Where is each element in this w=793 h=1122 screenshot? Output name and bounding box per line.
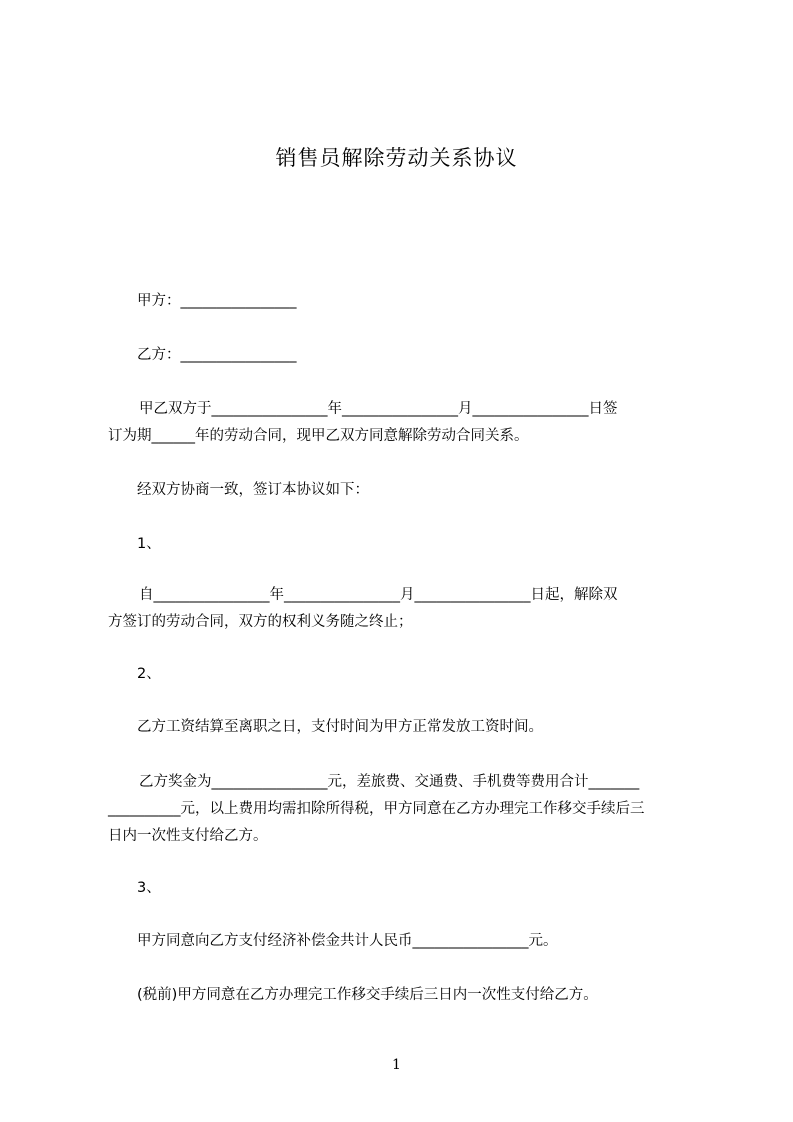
item-3-compensation: 甲方同意向乙方支付经济补偿金共计人民币________________元。 [137,933,558,949]
item-1-number: 1、 [137,536,161,552]
item-1-line-2: 方签订的劳动合同，双方的权利义务随之终止； [108,614,413,630]
item-2-bonus-line-2: __________元，以上费用均需扣除所得税，甲方同意在乙方办理完工作移交手续后三 [108,801,645,817]
page-number: 1 [392,1057,401,1073]
intro-paragraph-line-1: 甲乙双方于________________年________________月________________日签 [139,401,618,417]
agreement-lead: 经双方协商一致，签订本协议如下： [137,482,369,498]
item-1-line-1: 自________________年________________月________________日起，解除双 [139,587,618,603]
party-a-line: 甲方：________________ [137,293,297,309]
document-title: 销售员解除劳动关系协议 [275,146,518,170]
item-2-salary: 乙方工资结算至离职之日，支付时间为甲方正常发放工资时间。 [137,719,543,735]
item-3-pretax: (税前)甲方同意在乙方办理完工作移交手续后三日内一次性支付给乙方。 [137,987,598,1003]
item-2-bonus-line-1: 乙方奖金为________________元，差旅费、交通费、手机费等费用合计_______ [139,774,640,790]
item-2-number: 2、 [137,666,161,682]
party-b-line: 乙方：________________ [137,347,297,363]
intro-paragraph-line-2: 订为期______年的劳动合同，现甲乙双方同意解除劳动合同关系。 [108,428,529,444]
item-3-number: 3、 [137,880,161,896]
item-2-bonus-line-3: 日内一次性支付给乙方。 [108,828,268,844]
